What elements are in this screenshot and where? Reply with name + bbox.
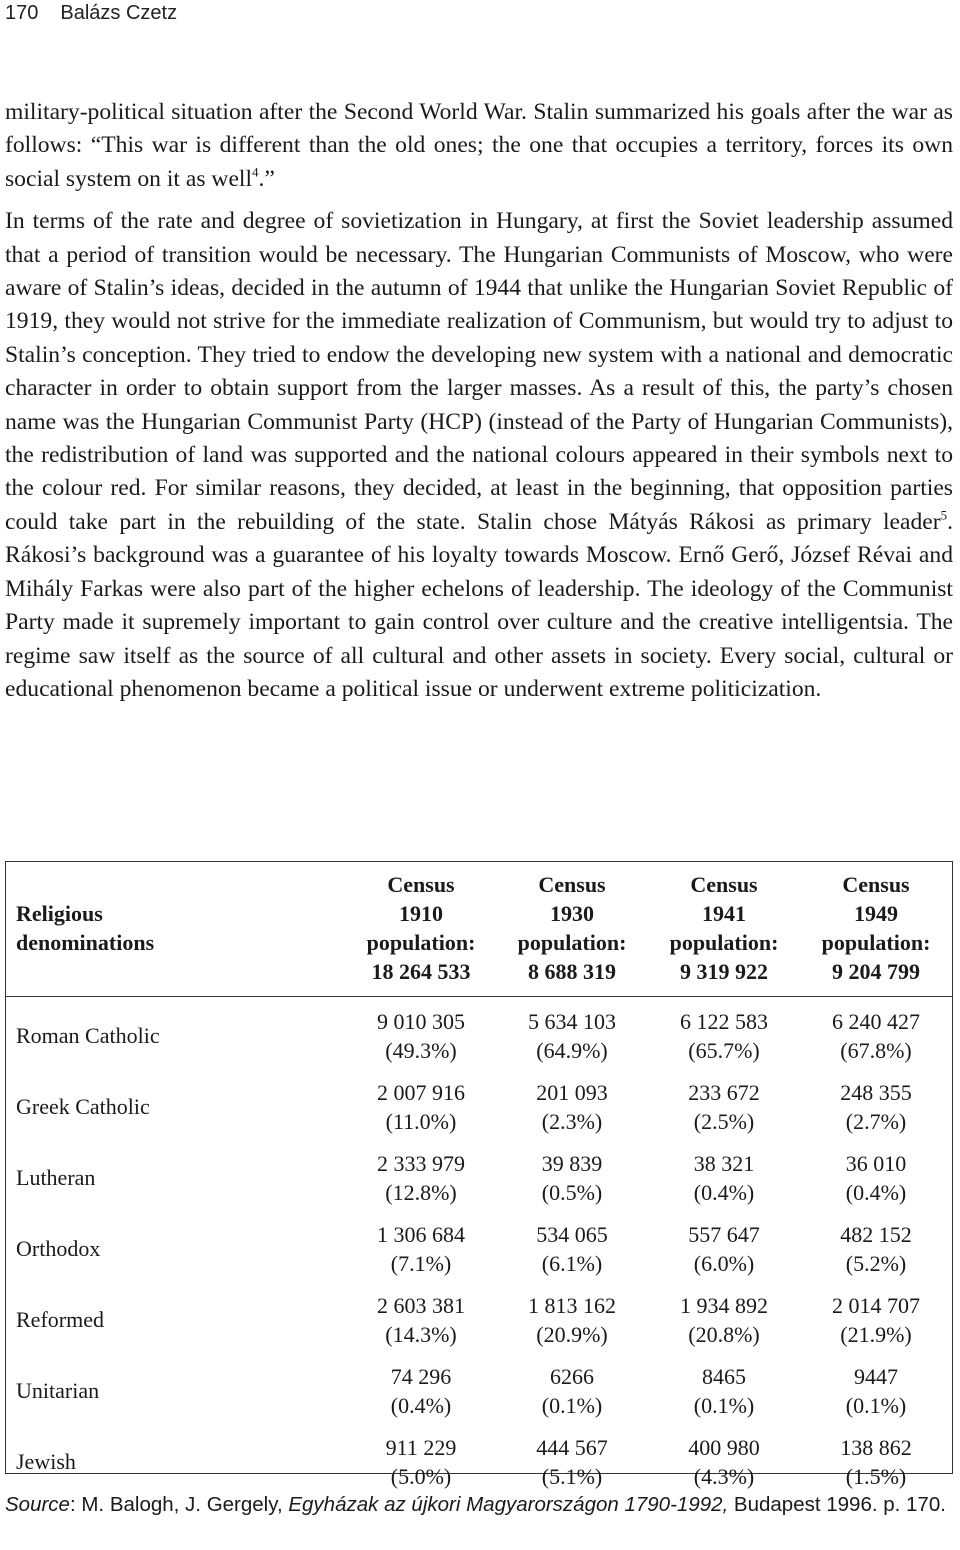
denomination-name: Roman Catholic (16, 1023, 160, 1048)
population-percent: (20.9%) (536, 1321, 608, 1347)
census-cell (648, 1355, 800, 1426)
population-percent: (6.1%) (541, 1250, 603, 1276)
denomination-name: Reformed (16, 1307, 104, 1332)
population-percent: (7.1%) (390, 1250, 452, 1276)
census-cell (346, 1142, 496, 1213)
population-percent: (0.4%) (845, 1179, 907, 1205)
census-cell (496, 1213, 648, 1284)
census-cell (648, 1284, 800, 1355)
census-cell (800, 1213, 952, 1284)
header-label-line: denominations (16, 930, 155, 955)
table-row (6, 1213, 952, 1284)
population-percent: (5.2%) (845, 1250, 907, 1276)
header-line: 1930 (550, 901, 594, 926)
author-name: Balázs Czetz (60, 2, 178, 24)
paragraph-2-end: . Rákosi’s background was a guarantee of his loyalty towards Moscow. Ernő Gerő, József Révai and Mihály Farkas were also part of the higher echelons of leadership. The ideology of the Communist Party made it supremely important to gain control over culture and the creative intelligentsia. The regime saw itself as the source of all cultural and other assets in society. Every social, cultural or educational phenomenon became a political issue or underwent extreme politicization. (5, 508, 953, 702)
header-line: population: (517, 930, 627, 955)
population-percent: (2.3%) (541, 1108, 603, 1134)
population-count: 444 567 (536, 1434, 608, 1460)
population-count: 6 122 583 (680, 1008, 768, 1034)
header-religious-denominations (6, 862, 346, 997)
census-cell (800, 1071, 952, 1142)
population-count: 2 603 381 (377, 1292, 465, 1318)
source-title: Egyházak az újkori Magyarországon 1790-1992, (288, 1493, 729, 1516)
header-line: 1941 (702, 901, 746, 926)
population-percent: (6.0%) (693, 1250, 755, 1276)
population-count: 6266 (550, 1363, 594, 1389)
population-count: 6 240 427 (832, 1008, 920, 1034)
population-percent: (5.0%) (390, 1463, 452, 1489)
paragraph-2-text: In terms of the rate and degree of sovietization in Hungary, at first the Soviet leadership assumed that a period of transition would be necessary. The Hungarian Communists of Moscow, who were aware of Stalin’s ideas, decided in the autumn of 1944 that unlike the Hungarian Soviet Republic of 1919, they would not strive for the immediate realization of Communism, but would try to adjust to Stalin’s conception. They tried to endow the developing new system with a national and democratic character in order to obtain support from the larger masses. As a result of this, the party’s chosen name was the Hungarian Communist Party (HCP) (instead of the Party of Hungarian Communists), the redistribution of land was supported and the national colours appeared in their symbols next to the colour red. For similar reasons, they decided, at least in the beginning, that opposition parties could take part in the rebuilding of the state. Stalin chose Mátyás Rákosi as primary leader (5, 208, 953, 535)
header-census-1910 (346, 862, 496, 997)
population-count: 534 065 (536, 1221, 608, 1247)
census-cell (346, 1355, 496, 1426)
table-row (6, 1142, 952, 1213)
population-percent: (2.5%) (693, 1108, 755, 1134)
header-label-line: Religious (16, 901, 103, 926)
source-note (5, 1490, 955, 1519)
population-percent: (49.3%) (385, 1037, 457, 1063)
header-line: Census (538, 872, 606, 897)
population-count: 400 980 (688, 1434, 760, 1460)
census-cell (648, 997, 800, 1072)
census-cell (496, 1142, 648, 1213)
header-line: population: (669, 930, 779, 955)
census-cell (800, 1355, 952, 1426)
paragraph-2 (5, 205, 953, 706)
denomination-name: Unitarian (16, 1378, 100, 1403)
census-cell (496, 1071, 648, 1142)
census-cell (800, 1142, 952, 1213)
census-cell (648, 1213, 800, 1284)
header-line: Census (387, 872, 455, 897)
header-line: Census (842, 872, 910, 897)
population-count: 38 321 (693, 1150, 755, 1176)
census-cell (800, 997, 952, 1072)
population-percent: (0.1%) (845, 1392, 907, 1418)
header-census-1941 (648, 862, 800, 997)
header-line: population: (366, 930, 476, 955)
header-census-1949 (800, 862, 952, 997)
population-count: 138 862 (840, 1434, 912, 1460)
footnote-ref-4[interactable]: 4 (252, 164, 259, 180)
table-body (6, 997, 952, 1498)
population-percent: (5.1%) (541, 1463, 603, 1489)
population-percent: (14.3%) (385, 1321, 457, 1347)
population-count: 2 014 707 (832, 1292, 920, 1318)
census-cell (800, 1426, 952, 1497)
population-percent: (67.8%) (840, 1037, 912, 1063)
population-percent: (1.5%) (845, 1463, 907, 1489)
denomination-name: Orthodox (16, 1236, 101, 1261)
census-cell (648, 1142, 800, 1213)
header-line: population: (821, 930, 931, 955)
census-table (5, 861, 953, 1489)
population-percent: (65.7%) (688, 1037, 760, 1063)
table-row (6, 1355, 952, 1426)
population-count: 8465 (702, 1363, 746, 1389)
header-line: Census (690, 872, 758, 897)
table-row (6, 1071, 952, 1142)
population-count: 201 093 (536, 1079, 608, 1105)
population-count: 1 306 684 (377, 1221, 465, 1247)
population-percent: (0.5%) (541, 1179, 603, 1205)
population-count: 5 634 103 (528, 1008, 616, 1034)
population-percent: (0.1%) (541, 1392, 603, 1418)
table-row (6, 1284, 952, 1355)
population-count: 557 647 (688, 1221, 760, 1247)
population-percent: (0.4%) (390, 1392, 452, 1418)
table-row (6, 1426, 952, 1497)
population-percent: (11.0%) (385, 1108, 457, 1134)
source-label: Source (5, 1493, 70, 1516)
table-row (6, 997, 952, 1072)
population-count: 233 672 (688, 1079, 760, 1105)
census-cell (800, 1284, 952, 1355)
paragraph-1 (5, 96, 953, 196)
population-percent: (2.7%) (845, 1108, 907, 1134)
population-percent: (0.4%) (693, 1179, 755, 1205)
population-count: 911 229 (385, 1434, 457, 1460)
population-count: 248 355 (840, 1079, 912, 1105)
population-percent: (0.1%) (693, 1392, 755, 1418)
population-count: 9 010 305 (377, 1008, 465, 1034)
population-percent: (21.9%) (840, 1321, 912, 1347)
census-cell (496, 1284, 648, 1355)
header-census-1930 (496, 862, 648, 997)
page-number: 170 (5, 2, 39, 24)
population-percent: (64.9%) (536, 1037, 608, 1063)
header-line: 8 688 319 (528, 959, 616, 984)
census-cell (648, 1426, 800, 1497)
header-line: 1949 (854, 901, 898, 926)
population-count: 2 333 979 (377, 1150, 465, 1176)
header-line: 9 204 799 (832, 959, 920, 984)
population-count: 2 007 916 (377, 1079, 465, 1105)
population-count: 1 813 162 (528, 1292, 616, 1318)
census-cell (496, 997, 648, 1072)
source-authors: : M. Balogh, J. Gergely, (69, 1493, 289, 1516)
population-count: 36 010 (845, 1150, 907, 1176)
population-percent: (20.8%) (688, 1321, 760, 1347)
denomination-name: Lutheran (16, 1165, 96, 1190)
source-publication: Budapest 1996. p. 170. (728, 1493, 946, 1516)
paragraph-1-text: military-political situation after the Second World War. Stalin summarized his goals after the war as follows: “This war is different than the old ones; the one that occupies a territory, forces its own social system on it as well (5, 99, 953, 192)
body-text (5, 96, 953, 706)
paragraph-1-end: .” (258, 165, 275, 192)
denomination-name: Greek Catholic (16, 1094, 150, 1119)
census-cell (346, 1426, 496, 1497)
header-line: 9 319 922 (680, 959, 768, 984)
header-line: 18 264 533 (371, 959, 471, 984)
census-cell (346, 1284, 496, 1355)
population-count: 1 934 892 (680, 1292, 768, 1318)
running-header (5, 2, 177, 25)
denomination-name: Jewish (16, 1449, 76, 1474)
census-cell (648, 1071, 800, 1142)
population-percent: (4.3%) (693, 1463, 755, 1489)
population-percent: (12.8%) (385, 1179, 457, 1205)
population-count: 39 839 (541, 1150, 603, 1176)
census-cell (346, 1071, 496, 1142)
census-cell (496, 1355, 648, 1426)
census-cell (346, 1213, 496, 1284)
population-count: 482 152 (840, 1221, 912, 1247)
population-count: 9447 (854, 1363, 898, 1389)
table-header-row (6, 862, 952, 997)
census-cell (346, 997, 496, 1072)
census-cell (496, 1426, 648, 1497)
footnote-ref-5[interactable]: 5 (940, 507, 948, 523)
population-count: 74 296 (390, 1363, 452, 1389)
header-line: 1910 (399, 901, 443, 926)
